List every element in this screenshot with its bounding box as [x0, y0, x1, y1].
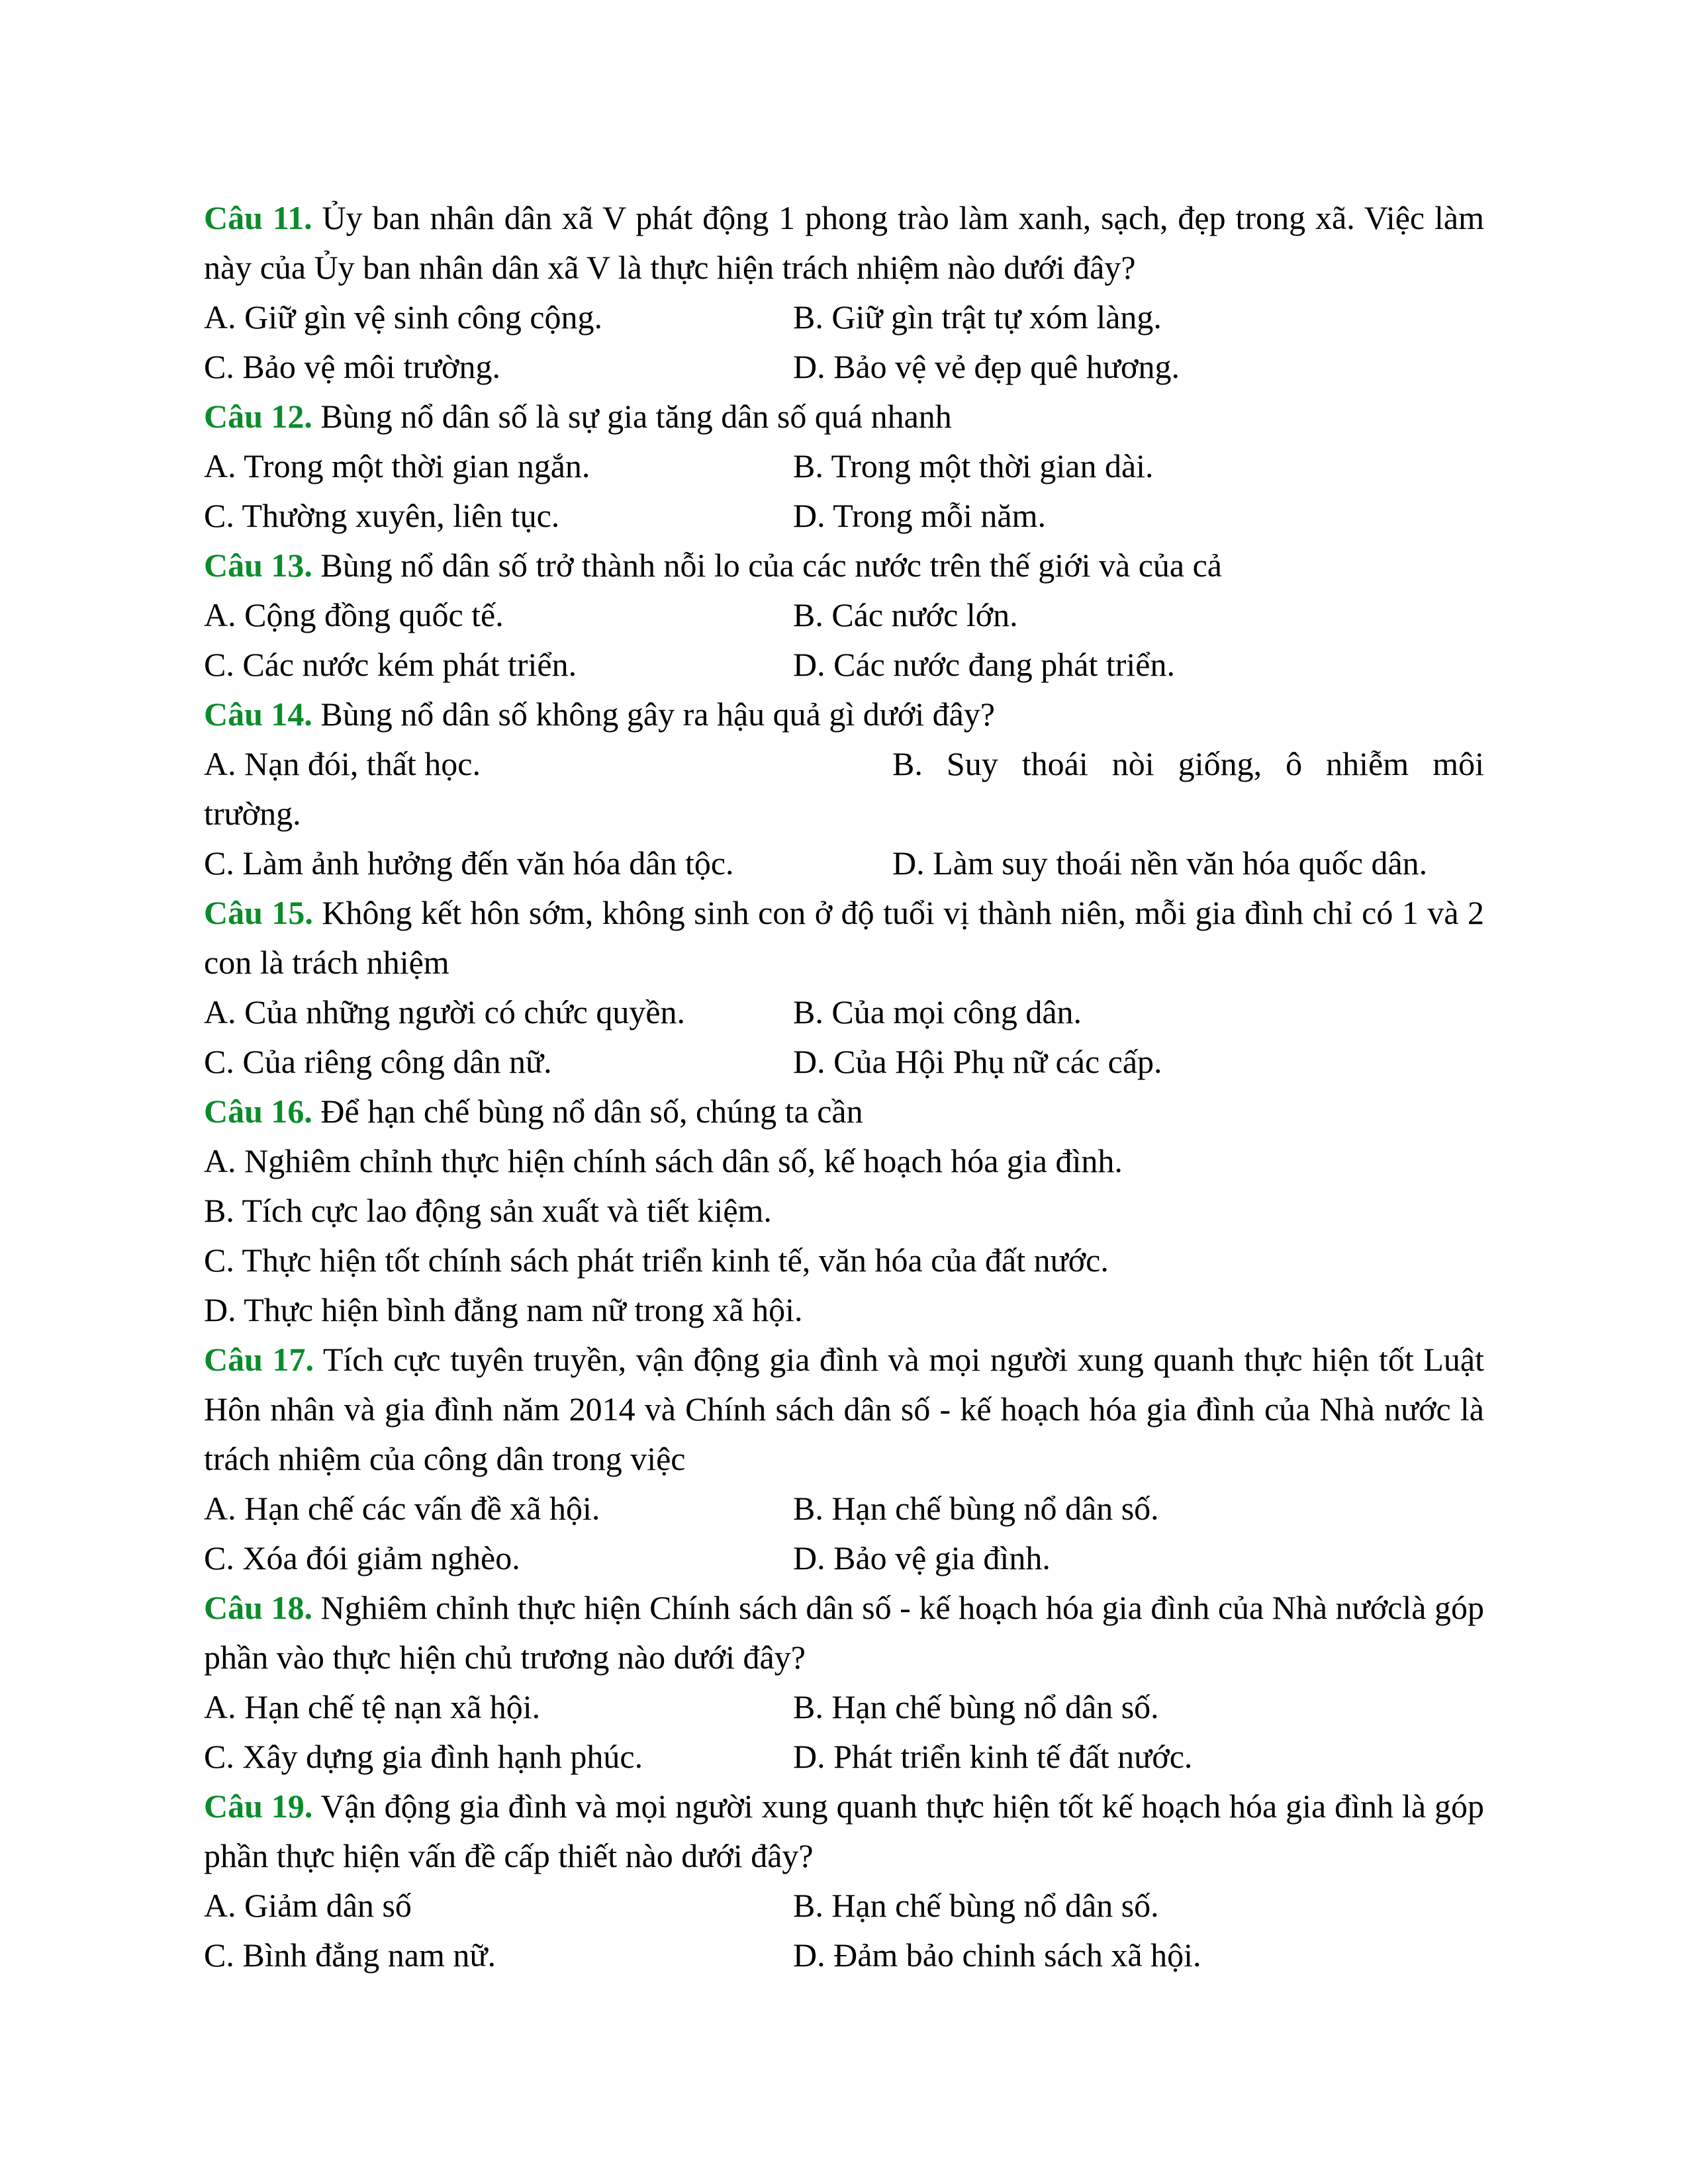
- question-15: [204, 888, 1484, 1087]
- question-number: Câu 15.: [204, 894, 313, 931]
- question-12: [204, 392, 1484, 541]
- option-a: A. Nghiêm chỉnh thực hiện chính sách dân số, kế hoạch hóa gia đình.: [204, 1142, 1123, 1179]
- option-d: D. Các nước đang phát triển.: [793, 646, 1175, 683]
- option-c: C. Các nước kém phát triển.: [204, 646, 577, 683]
- option-b: B. Của mọi công dân.: [793, 993, 1082, 1030]
- options-row: [204, 839, 1484, 888]
- question-text: Tích cực tuyên truyền, vận động gia đình và mọi người xung quanh thực hiện tốt Luật Hôn nhân và gia đình năm 2014 và Chính sách dân số - kế hoạch hóa gia đình của Nhà nước là trách nhiệm của công dân trong việc: [204, 1341, 1484, 1477]
- question-11: [204, 193, 1484, 392]
- option-b: B. Giữ gìn trật tự xóm làng.: [793, 298, 1162, 336]
- option-c: C. Bình đẳng nam nữ.: [204, 1936, 496, 1974]
- question-number: Câu 13.: [204, 547, 312, 584]
- option-d: D. Bảo vệ gia đình.: [793, 1539, 1051, 1576]
- question-19: [204, 1782, 1484, 1980]
- option-c: C. Làm ảnh hưởng đến văn hóa dân tộc.: [204, 844, 734, 882]
- question-number: Câu 19.: [204, 1788, 313, 1825]
- option-a: A. Của những người có chức quyền.: [204, 993, 686, 1030]
- option-b: B. Các nước lớn.: [793, 596, 1018, 633]
- question-text: Bùng nổ dân số không gây ra hậu quả gì dưới đây?: [320, 696, 996, 733]
- option-c: C. Thực hiện tốt chính sách phát triển kinh tế, văn hóa của đất nước.: [204, 1242, 1109, 1279]
- option-b: B. Hạn chế bùng nổ dân số.: [793, 1490, 1159, 1527]
- question-text: Bùng nổ dân số là sự gia tăng dân số quá nhanh: [320, 398, 952, 435]
- options-row: [204, 441, 1484, 491]
- option-a: A. Giảm dân số: [204, 1887, 412, 1924]
- options-row: [204, 1732, 1484, 1782]
- option-c: C. Bảo vệ môi trường.: [204, 348, 500, 385]
- question-18: [204, 1583, 1484, 1782]
- question-13: [204, 541, 1484, 690]
- question-number: Câu 12.: [204, 398, 312, 435]
- option-d: D. Phát triển kinh tế đất nước.: [793, 1738, 1193, 1775]
- options-row: [204, 640, 1484, 690]
- options-row: [204, 491, 1484, 541]
- option-b: B. Suy thoái nòi giống, ô nhiễm môi: [892, 745, 1484, 782]
- option-b: B. Hạn chế bùng nổ dân số.: [793, 1887, 1159, 1924]
- option-c: C. Thường xuyên, liên tục.: [204, 497, 560, 534]
- option-b-continuation: trường.: [204, 795, 301, 832]
- option-c: C. Xóa đói giảm nghèo.: [204, 1539, 520, 1576]
- option-d: D. Trong mỗi năm.: [793, 497, 1047, 534]
- option-d: D. Của Hội Phụ nữ các cấp.: [793, 1043, 1162, 1080]
- option-a: A. Hạn chế các vấn đề xã hội.: [204, 1490, 600, 1527]
- options-row: [204, 293, 1484, 342]
- options-row: [204, 987, 1484, 1037]
- question-17: [204, 1335, 1484, 1583]
- question-text: Ủy ban nhân dân xã V phát động 1 phong trào làm xanh, sạch, đẹp trong xã. Việc làm này của Ủy ban nhân dân xã V là thực hiện trách nhiệm nào dưới đây?: [204, 199, 1484, 286]
- options-row: [204, 1037, 1484, 1087]
- question-text: Không kết hôn sớm, không sinh con ở độ tuổi vị thành niên, mỗi gia đình chỉ có 1 và 2 con là trách nhiệm: [204, 894, 1484, 981]
- option-c: C. Của riêng công dân nữ.: [204, 1043, 552, 1080]
- options-row: [204, 1484, 1484, 1533]
- question-number: Câu 18.: [204, 1589, 312, 1626]
- option-c: C. Xây dựng gia đình hạnh phúc.: [204, 1738, 643, 1775]
- option-d: D. Đảm bảo chinh sách xã hội.: [793, 1936, 1201, 1974]
- question-text: Nghiêm chỉnh thực hiện Chính sách dân số - kế hoạch hóa gia đình của Nhà nướclà góp phần vào thực hiện chủ trương nào dưới đây?: [204, 1589, 1484, 1676]
- question-number: Câu 17.: [204, 1341, 314, 1378]
- options-row: [204, 1533, 1484, 1583]
- question-text: Bùng nổ dân số trở thành nỗi lo của các nước trên thế giới và của cả: [320, 547, 1222, 584]
- option-a: A. Giữ gìn vệ sinh công cộng.: [204, 298, 603, 336]
- question-number: Câu 11.: [204, 199, 312, 236]
- option-b: B. Tích cực lao động sản xuất và tiết kiệm.: [204, 1192, 772, 1229]
- question-16: [204, 1087, 1484, 1335]
- question-14: [204, 690, 1484, 888]
- question-text: Vận động gia đình và mọi người xung quanh thực hiện tốt kế hoạch hóa gia đình là góp phần thực hiện vấn đề cấp thiết nào dưới đây?: [204, 1788, 1484, 1874]
- options-row: [204, 342, 1484, 392]
- question-text: Để hạn chế bùng nổ dân số, chúng ta cần: [320, 1093, 863, 1130]
- question-number: Câu 16.: [204, 1093, 312, 1130]
- option-b: B. Hạn chế bùng nổ dân số.: [793, 1688, 1159, 1725]
- option-a: A. Trong một thời gian ngắn.: [204, 447, 590, 484]
- options-row: [204, 590, 1484, 640]
- option-a: A. Hạn chế tệ nạn xã hội.: [204, 1688, 541, 1725]
- question-number: Câu 14.: [204, 696, 312, 733]
- options-row: [204, 739, 1484, 789]
- option-d: D. Thực hiện bình đẳng nam nữ trong xã hội.: [204, 1291, 803, 1328]
- option-a: A. Cộng đồng quốc tế.: [204, 596, 504, 633]
- options-row: [204, 1931, 1484, 1980]
- options-row: [204, 1881, 1484, 1931]
- option-d: D. Bảo vệ vẻ đẹp quê hương.: [793, 348, 1180, 385]
- option-a: A. Nạn đói, thất học.: [204, 745, 481, 782]
- option-d: D. Làm suy thoái nền văn hóa quốc dân.: [892, 844, 1428, 882]
- option-b: B. Trong một thời gian dài.: [793, 447, 1154, 484]
- options-row: [204, 1682, 1484, 1732]
